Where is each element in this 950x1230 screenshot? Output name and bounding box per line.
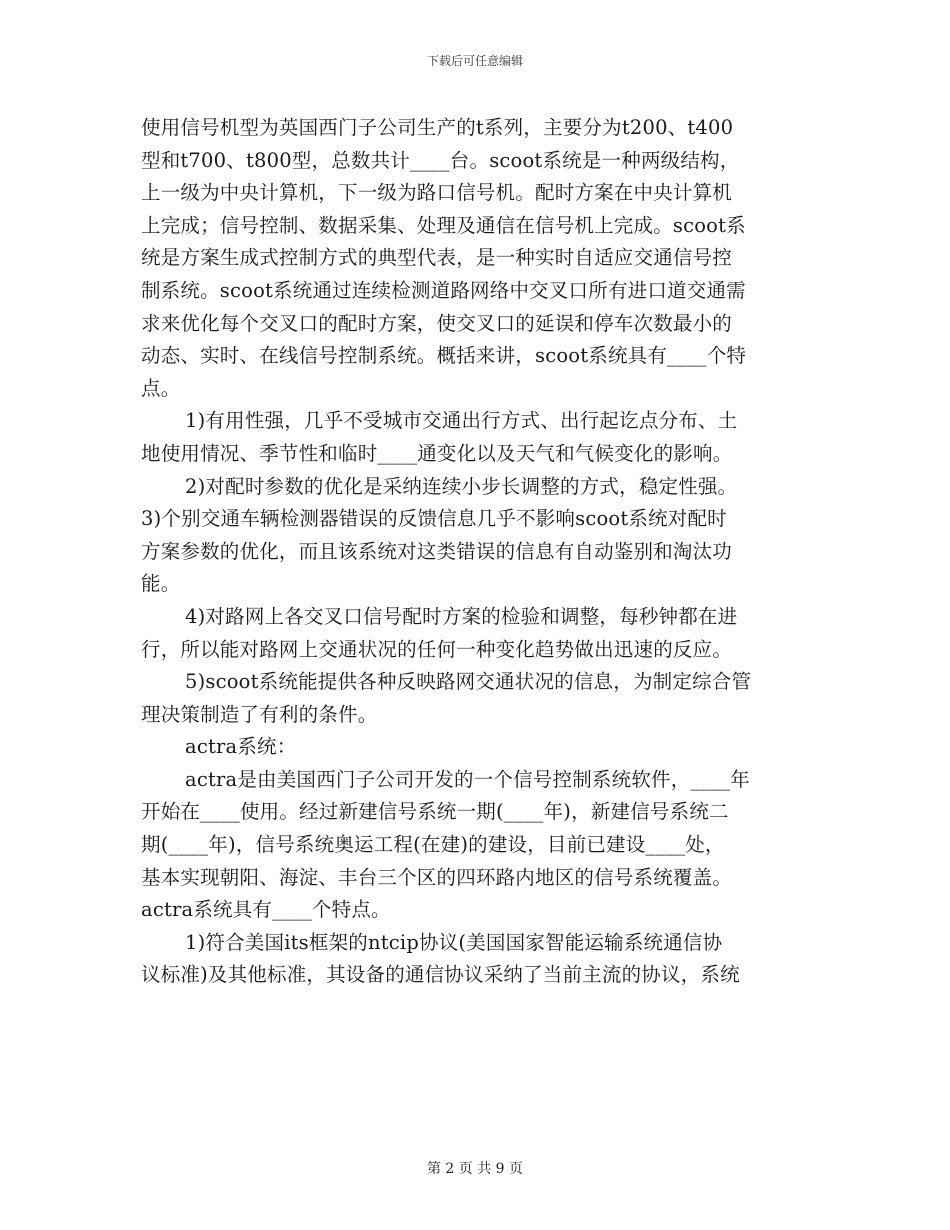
text-line: 动态、实时、在线信号控制系统。概括来讲，scoot系统具有____个特 bbox=[141, 344, 747, 368]
text-line: 5)scoot系统能提供各种反映路网交通状况的信息，为制定综合管 bbox=[185, 670, 752, 694]
text-line: 4)对路网上各交叉口信号配时方案的检验和调整，每秒钟都在进 bbox=[185, 604, 738, 628]
text-line: 制系统。scoot系统通过连续检测道路网络中交叉口所有进口道交通需 bbox=[141, 278, 746, 302]
text-line: actra是由美国西门子公司开发的一个信号控制系统软件，____年 bbox=[185, 767, 750, 791]
text-line: 统是方案生成式控制方式的典型代表，是一种实时自适应交通信号控 bbox=[141, 246, 733, 270]
text-line: 期(____年)，信号系统奥运工程(在建)的建设，目前已建设____处， bbox=[141, 833, 725, 857]
text-line: actra系统： bbox=[185, 735, 297, 759]
text-line: 基本实现朝阳、海淀、丰台三个区的四环路内地区的信号系统覆盖。 bbox=[141, 865, 733, 889]
text-line: 议标准)及其他标准，其设备的通信协议采纳了当前主流的协议，系统 bbox=[141, 963, 740, 987]
text-line: 3)个别交通车辆检测器错误的反馈信息几乎不影响scoot系统对配时 bbox=[141, 507, 727, 531]
text-line: 2)对配时参数的优化是采纳连续小步长调整的方式，稳定性强。 bbox=[185, 474, 738, 498]
text-line: 行，所以能对路网上交通状况的任何一种变化趋势做出迅速的反应。 bbox=[141, 637, 733, 661]
text-line: actra系统具有____个特点。 bbox=[141, 898, 391, 922]
text-line: 上完成；信号控制、数据采集、处理及通信在信号机上完成。scoot系 bbox=[141, 213, 746, 237]
text-line: 1)符合美国its框架的ntcip协议(美国国家智能运输系统通信协 bbox=[185, 930, 723, 954]
text-line: 开始在____使用。经过新建信号系统一期(____年)，新建信号系统二 bbox=[141, 800, 729, 824]
document-body bbox=[141, 112, 813, 992]
page-header-note: 下载后可任意编辑 bbox=[426, 54, 523, 68]
text-line: 使用信号机型为英国西门子公司生产的t系列，主要分为t200、t400 bbox=[141, 116, 734, 139]
page-footer: 第 2 页 共 9 页 bbox=[426, 1161, 524, 1177]
text-line: 上一级为中央计算机，下一级为路口信号机。配时方案在中央计算机 bbox=[141, 181, 733, 205]
text-line: 方案参数的优化，而且该系统对这类错误的信息有自动鉴别和淘汰功 bbox=[141, 539, 733, 563]
text-line: 点。 bbox=[141, 376, 181, 400]
text-line: 能。 bbox=[141, 572, 181, 596]
text-line: 求来优化每个交叉口的配时方案，使交叉口的延误和停车次数最小的 bbox=[141, 311, 733, 335]
text-line: 理决策制造了有利的条件。 bbox=[141, 702, 378, 726]
text-line: 型和t700、t800型，总数共计____台。scoot系统是一种两级结构， bbox=[141, 148, 740, 172]
text-line: 地使用情况、季节性和临时____通变化以及天气和气候变化的影响。 bbox=[141, 441, 733, 465]
text-line: 1)有用性强，几乎不受城市交通出行方式、出行起讫点分布、土 bbox=[185, 409, 738, 433]
